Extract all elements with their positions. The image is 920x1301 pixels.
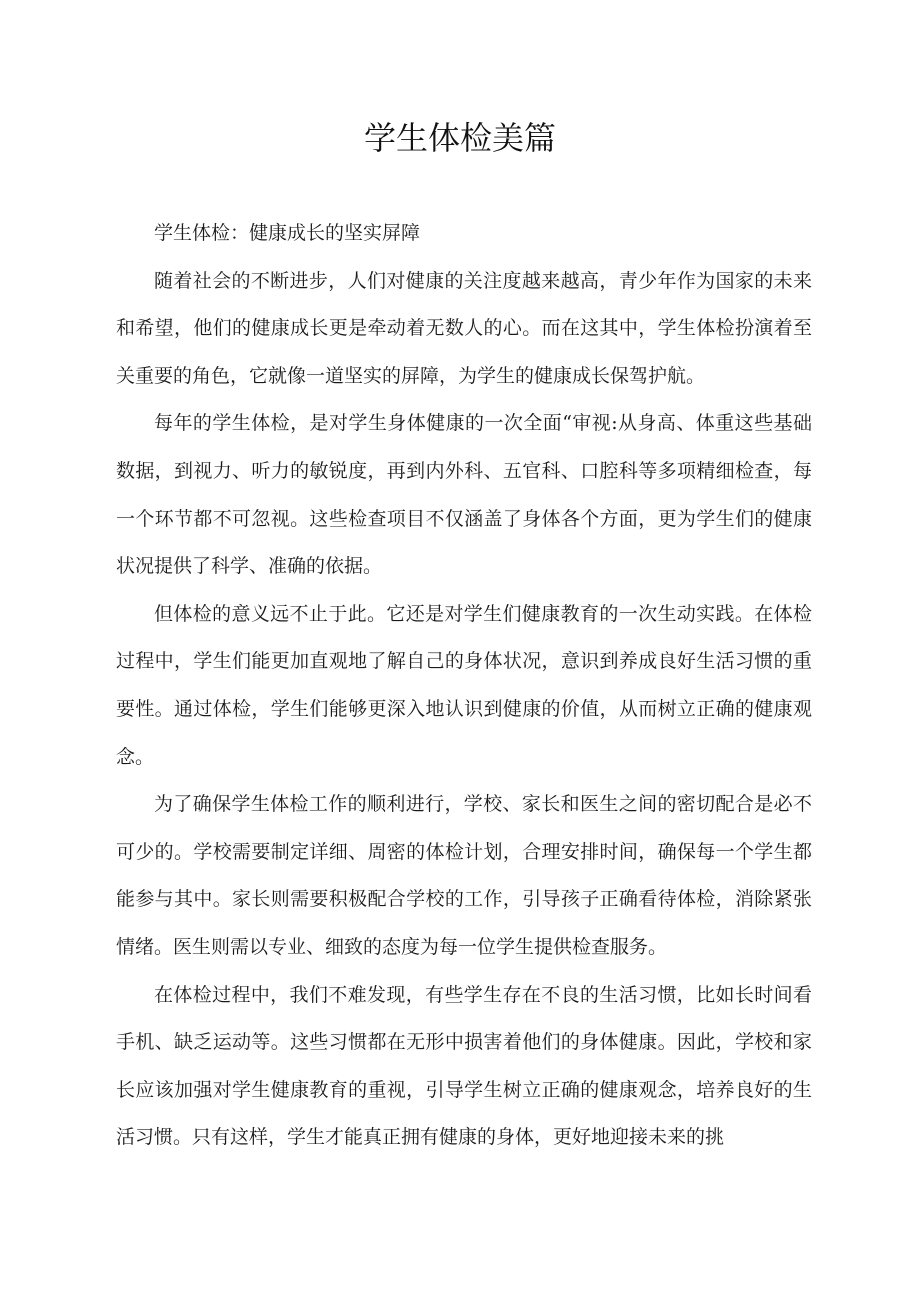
body-paragraph: 每年的学生体检，是对学生身体健康的一次全面“审视:从身高、体重这些基础数据，到视力、听力的敏锐度，再到内外科、五官科、口腔科等多项精细检查，每一个环节都不可忽视。这些检查项目不仅涵盖了身体各个方面，更为学生们的健康状况提供了科学、准确的依据。 xyxy=(116,412,812,578)
body-paragraph: 但体检的意义远不止于此。它还是对学生们健康教育的一次生动实践。在体检过程中，学生们能更加直观地了解自己的身体状况，意识到养成良好生活习惯的重要性。通过体检，学生们能够更深入地认识到健康的价值，从而树立正确的健康观念。 xyxy=(116,602,812,768)
body-paragraph: 为了确保学生体检工作的顺利进行，学校、家长和医生之间的密切配合是必不可少的。学校需要制定详细、周密的体检计划，合理安排时间，确保每一个学生都能参与其中。家长则需要积极配合学校的工作，引导孩子正确看待体检，消除紧张情绪。医生则需以专业、细致的态度为每一位学生提供检查服务。 xyxy=(116,793,812,958)
body-paragraph: 在体检过程中，我们不难发现，有些学生存在不良的生活习惯，比如长时间看手机、缺乏运动等。这些习惯都在无形中损害着他们的身体健康。因此，学校和家长应该加强对学生健康教育的重视，引导学生树立正确的健康观念，培养良好的生活习惯。只有这样，学生才能真正拥有健康的身体，更好地迎接未来的挑 xyxy=(116,983,812,1149)
body-paragraph: 随着社会的不断进步，人们对健康的关注度越来越高，青少年作为国家的未来和希望，他们的健康成长更是牵动着无数人的心。而在这其中，学生体检扮演着至关重要的角色，它就像一道坚实的屏障，为学生的健康成长保驾护航。 xyxy=(116,269,812,387)
subtitle-paragraph: 学生体检：健康成长的坚实屏障 xyxy=(154,222,421,244)
document-body xyxy=(116,210,812,1162)
document-title: 学生体检美篇 xyxy=(363,119,556,157)
